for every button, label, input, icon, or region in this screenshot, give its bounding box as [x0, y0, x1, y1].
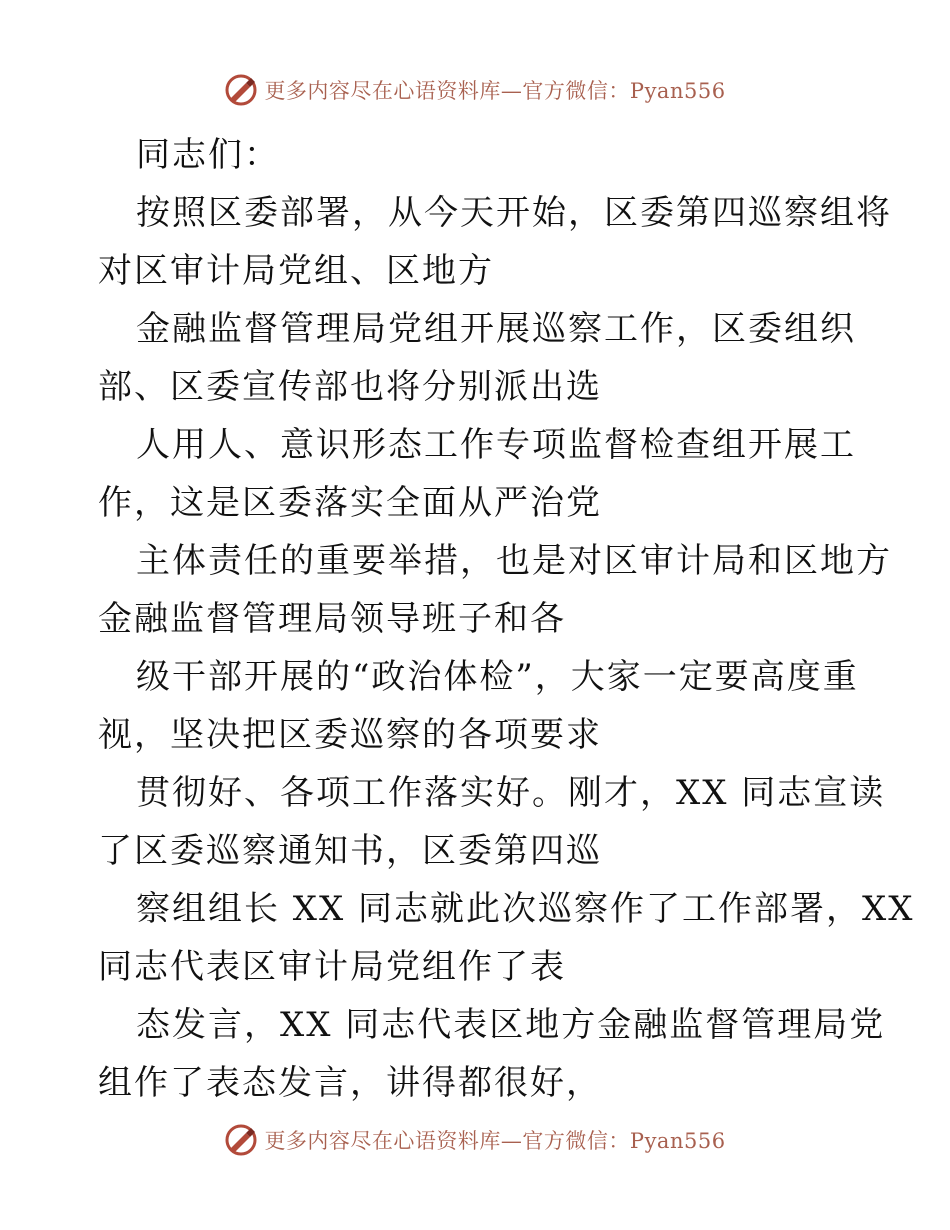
- paragraph-line: 视，坚决把区委巡察的各项要求: [98, 715, 602, 755]
- paragraph-line: 作，这是区委落实全面从严治党: [98, 483, 602, 523]
- paragraph-line: 组作了表态发言，讲得都很好，: [98, 1063, 602, 1103]
- paragraph-line: 主体责任的重要举措，也是对区审计局和区地方: [136, 541, 892, 581]
- footer-watermark: [0, 1120, 950, 1160]
- pen-logo-icon: [224, 73, 258, 107]
- paragraph-line: 同志代表区审计局党组作了表: [98, 947, 566, 987]
- header-watermark: [0, 70, 950, 110]
- paragraph-line: 贯彻好、各项工作落实好。刚才，XX 同志宣读: [136, 773, 886, 813]
- watermark-text: 更多内容尽在心语资料库—官方微信：Pyan556: [264, 79, 726, 103]
- paragraph-line: 对区审计局党组、区地方: [98, 251, 494, 291]
- paragraph-line: 金融监督管理局党组开展巡察工作，区委组织: [136, 309, 856, 349]
- paragraph-line: 态发言，XX 同志代表区地方金融监督管理局党: [136, 1005, 886, 1045]
- paragraph-line: 部、区委宣传部也将分别派出选: [98, 367, 602, 407]
- paragraph-line: 级干部开展的“政治体检”，大家一定要高度重: [136, 657, 859, 697]
- pen-logo-icon: [224, 1123, 258, 1157]
- watermark-text: 更多内容尽在心语资料库—官方微信：Pyan556: [264, 1129, 726, 1153]
- paragraph-line: 察组组长 XX 同志就此次巡察作了工作部署，XX: [136, 889, 915, 929]
- document-body: [98, 126, 915, 1112]
- paragraph-line: 人用人、意识形态工作专项监督检查组开展工: [136, 425, 856, 465]
- paragraph-line: 同志们：: [136, 135, 280, 175]
- paragraph-line: 按照区委部署，从今天开始，区委第四巡察组将: [136, 193, 892, 233]
- paragraph-line: 了区委巡察通知书，区委第四巡: [98, 831, 602, 871]
- paragraph-line: 金融监督管理局领导班子和各: [98, 599, 566, 639]
